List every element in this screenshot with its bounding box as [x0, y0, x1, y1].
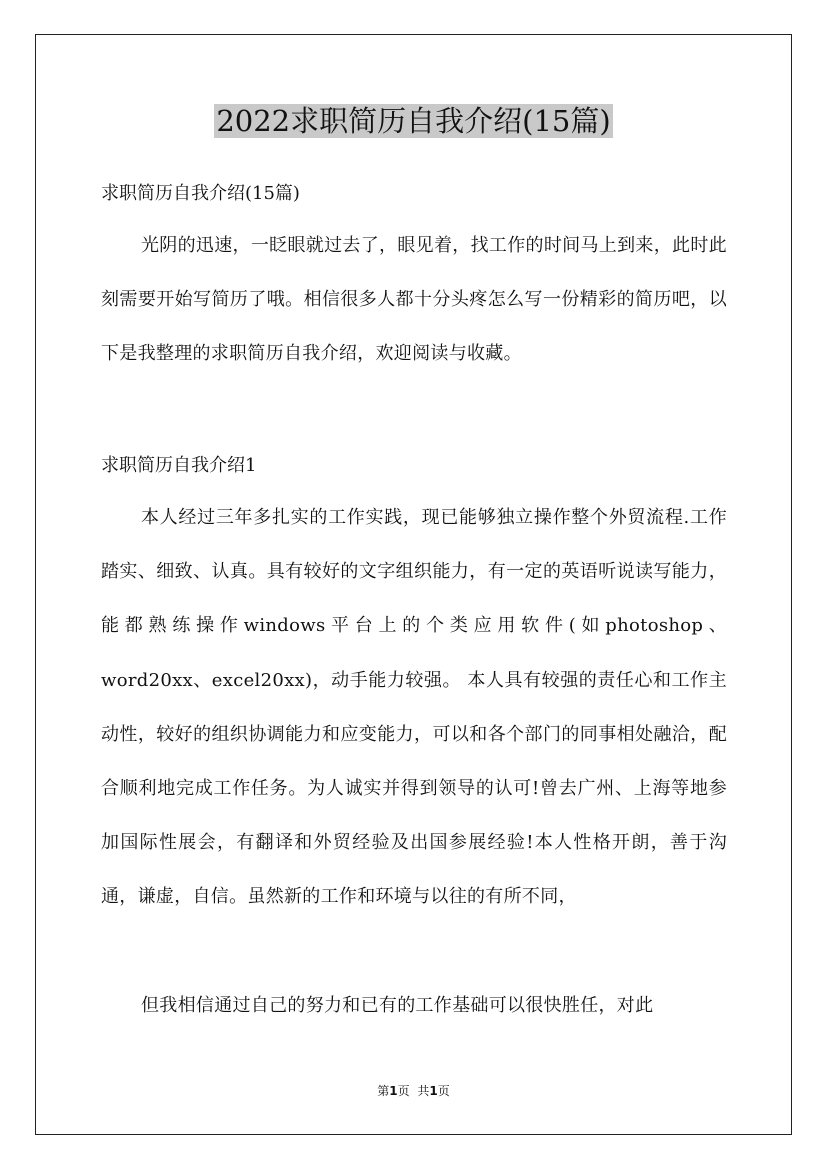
document-title — [0, 101, 827, 141]
section-heading: 求职简历自我介绍1 — [101, 455, 257, 476]
continuation-paragraph: 但我相信通过自己的努力和已有的工作基础可以很快胜任，对此 — [141, 995, 654, 1016]
footer-page-prefix: 第 — [377, 1084, 390, 1098]
footer-total-prefix: 共 — [417, 1084, 430, 1098]
footer-total-suffix: 页 — [437, 1084, 450, 1098]
document-subtitle: 求职简历自我介绍(15篇) — [101, 183, 300, 204]
footer-page-number: 1 — [389, 1084, 398, 1098]
section-body-paragraph: 本人经过三年多扎实的工作实践，现已能够独立操作整个外贸流程.工作踏实、细致、认真。具有较好的文字组织能力，有一定的英语听说读写能力，能都熟练操作windows平台上的个类应用软件(如photoshop、word20xx、excel20xx)，动手能力较强。 本人具有较强的责任心和工作主动性，较好的组织协调能力和应变能力，可以和各个部门的同事相处融洽，配合顺利地完成工作任务。为人诚实并得到领导的认可!曾去广州、上海等地参加国际性展会，有翻译和外贸经验及出国参展经验!本人性格开朗，善于沟通，谦虚，自信。虽然新的工作和环境与以往的有所不同， — [101, 507, 727, 908]
footer-page-suffix: 页 — [397, 1084, 410, 1098]
page-footer — [0, 1083, 827, 1099]
document-title-text: 2022求职简历自我介绍(15篇) — [216, 104, 611, 138]
intro-paragraph: 光阴的迅速，一眨眼就过去了，眼见着，找工作的时间马上到来，此时此刻需要开始写简历了哦。相信很多人都十分头疼怎么写一份精彩的简历吧，以下是我整理的求职简历自我介绍，欢迎阅读与收藏。 — [101, 235, 727, 365]
footer-total-pages: 1 — [429, 1084, 438, 1098]
